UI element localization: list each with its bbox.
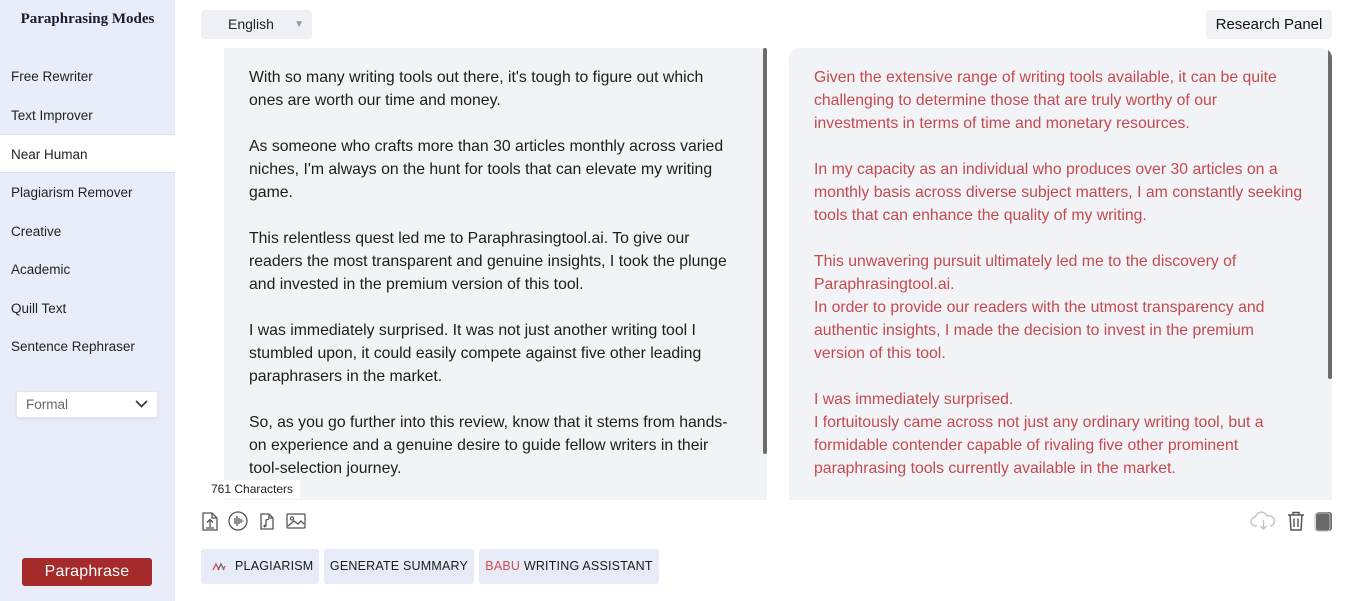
image-icon[interactable] bbox=[285, 510, 307, 532]
assistant-label: WRITING ASSISTANT bbox=[523, 559, 653, 573]
character-count: 761 Characters bbox=[204, 480, 300, 499]
input-scrollbar[interactable] bbox=[763, 48, 767, 454]
assistant-accent: BABU bbox=[485, 559, 521, 573]
mode-creative[interactable]: Creative bbox=[11, 224, 62, 239]
upload-file-icon[interactable] bbox=[199, 510, 221, 532]
language-select-value: English bbox=[228, 16, 274, 32]
mode-academic[interactable]: Academic bbox=[11, 262, 71, 277]
tone-select-value: Formal bbox=[26, 397, 69, 412]
language-select[interactable] bbox=[201, 10, 312, 39]
paraphrase-button[interactable]: Paraphrase bbox=[22, 558, 152, 586]
sidebar-title: Paraphrasing Modes bbox=[20, 11, 155, 27]
audio-icon[interactable] bbox=[227, 510, 249, 532]
output-text-area bbox=[789, 48, 1332, 500]
mode-sentence-rephraser[interactable]: Sentence Rephraser bbox=[11, 339, 135, 354]
input-text[interactable]: With so many writing tools out there, it's tough to figure out which ones are worth our time and money. As someone who crafts more than 30 articles monthly across varied niches, I'm always on the hunt for tools that can elevate my writing game. This relentless quest led me to Paraphrasingtool.ai. To give our readers the most transparent and genuine insights, I took the plunge and invested in the premium version of this tool. I was immediately surprised. It was not just another writing tool I stumbled upon, it could easily compete against five other leading paraphrasers in the market. So, as you go further into this review, know that it stems from hands-on experience and a genuine desire to guide fellow writers in their tool-selection journey. bbox=[249, 69, 728, 477]
trash-icon[interactable] bbox=[1286, 510, 1306, 532]
writing-assistant-button[interactable] bbox=[479, 549, 659, 584]
plagiarism-icon bbox=[212, 560, 228, 572]
mode-text-improver[interactable]: Text Improver bbox=[11, 108, 93, 123]
mode-quill-text[interactable]: Quill Text bbox=[11, 301, 67, 316]
generate-summary-button[interactable]: GENERATE SUMMARY bbox=[324, 549, 474, 584]
caret-down-icon: ▼ bbox=[294, 19, 304, 30]
sidebar bbox=[0, 0, 175, 601]
chevron-down-icon bbox=[135, 400, 148, 408]
output-text: Given the extensive range of writing tools available, it can be quite challenging to determine those that are truly worthy of our investments in terms of time and monetary resources. In my capacity as an individual who produces over 30 articles on a monthly basis across diverse subject matters, I am constantly seeking tools that can enhance the quality of my writing. This unwavering pursuit ultimately led me to the discovery of Paraphrasingtool.ai. In order to provide our readers with the utmost transparency and authentic insights, I made the decision to invest in the premium version of this tool. I was immediately surprised. I fortuitously came across not just any ordinary writing tool, but a formidable contender capable of rivaling five other prominent paraphrasing tools currently available in the market. bbox=[814, 69, 1303, 477]
mode-free-rewriter[interactable]: Free Rewriter bbox=[11, 69, 93, 84]
mode-near-human[interactable]: Near Human bbox=[0, 134, 175, 173]
plagiarism-button[interactable] bbox=[201, 549, 319, 584]
output-scrollbar[interactable] bbox=[1328, 48, 1332, 379]
plagiarism-label: PLAGIARISM bbox=[235, 559, 314, 573]
music-file-icon[interactable] bbox=[256, 510, 278, 532]
tone-select[interactable] bbox=[16, 391, 158, 418]
input-text-area[interactable] bbox=[224, 48, 767, 500]
research-panel-button[interactable]: Research Panel bbox=[1206, 10, 1332, 39]
cloud-download-icon[interactable] bbox=[1250, 511, 1277, 531]
copy-icon[interactable] bbox=[1314, 511, 1333, 532]
mode-plagiarism-remover[interactable]: Plagiarism Remover bbox=[11, 185, 133, 200]
